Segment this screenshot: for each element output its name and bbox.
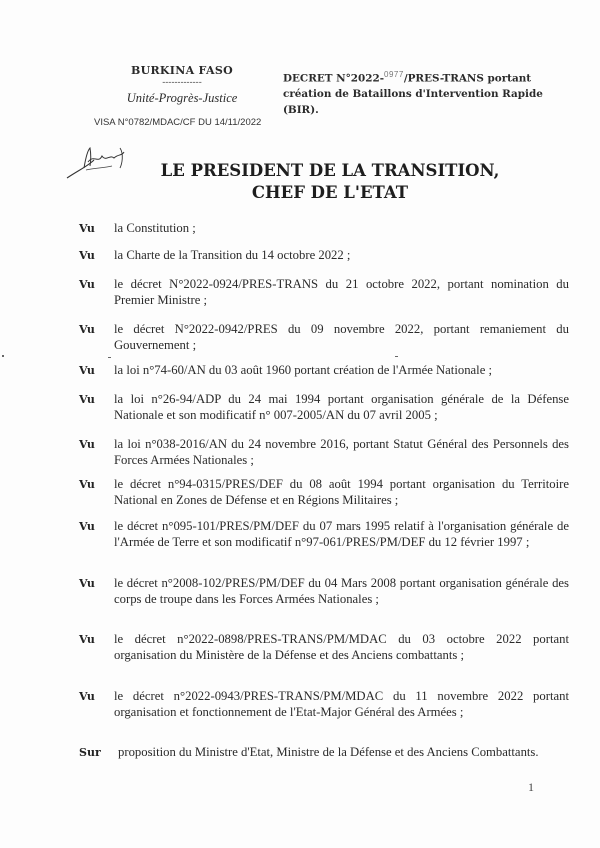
clause-text: le décret n°94-0315/PRES/DEF du 08 août 1994 portant organisation du Territoire National en Zones de Défense et en Régions Militaires ; bbox=[114, 477, 569, 507]
visa-reference: VISA N°0782/MDAC/CF DU 14/11/2022 bbox=[94, 117, 262, 128]
clause-text: le décret N°2022-0924/PRES-TRANS du 21 octobre 2022, portant nomination du Premier Ministre ; bbox=[114, 277, 569, 307]
decree-suffix: /PRES-TRANS portant création de Bataillons d'Intervention Rapide (BIR). bbox=[283, 72, 543, 117]
clause-text: le décret n°2022-0943/PRES-TRANS/PM/MDAC du 11 novembre 2022 portant organisation et fonctionnement de l'Etat-Major Général des Armées ; bbox=[114, 689, 569, 719]
scan-speck bbox=[2, 355, 4, 357]
heading-line-1: LE PRESIDENT DE LA TRANSITION, bbox=[160, 161, 500, 180]
signature-icon bbox=[64, 140, 134, 182]
letterhead bbox=[96, 64, 268, 106]
clause-item bbox=[79, 745, 569, 761]
clause-item bbox=[79, 689, 569, 720]
clause-text: le décret n°2022-0898/PRES-TRANS/PM/MDAC du 03 octobre 2022 portant organisation du Ministère de la Défense et des Anciens combattants ; bbox=[114, 632, 569, 662]
scan-speck bbox=[108, 357, 111, 358]
clause-text: le décret N°2022-0942/PRES du 09 novembre 2022, portant remaniement du Gouvernement ; bbox=[114, 322, 569, 352]
clause-item bbox=[79, 277, 569, 308]
decree-handwritten-number: 0977 bbox=[384, 70, 404, 79]
document-heading bbox=[130, 160, 530, 204]
clause-keyword: Vu bbox=[79, 520, 95, 533]
letterhead-separator: ------------- bbox=[162, 78, 202, 88]
clause-text: la loi n°26-94/ADP du 24 mai 1994 portant organisation générale de la Défense Nationale et son modificatif n° 007-2005/AN du 07 avril 2005 ; bbox=[114, 392, 569, 422]
clause-keyword: Vu bbox=[79, 633, 95, 646]
clause-text: la Charte de la Transition du 14 octobre 2022 ; bbox=[114, 248, 351, 262]
clause-text: la loi n°038-2016/AN du 24 novembre 2016, portant Statut Général des Personnels des Forces Armées Nationales ; bbox=[114, 437, 569, 467]
clause-item bbox=[79, 437, 569, 468]
country-name: BURKINA FASO bbox=[131, 64, 233, 77]
clause-keyword: Vu bbox=[79, 364, 95, 377]
clause-keyword: Vu bbox=[79, 278, 95, 291]
clause-text: la Constitution ; bbox=[114, 221, 196, 235]
clause-item bbox=[79, 248, 569, 264]
clause-keyword: Vu bbox=[79, 393, 95, 406]
clause-item bbox=[79, 363, 569, 379]
clause-item bbox=[79, 221, 569, 237]
clause-item bbox=[79, 632, 569, 663]
scan-speck bbox=[395, 356, 398, 357]
clause-text: le décret n°2008-102/PRES/PM/DEF du 04 Mars 2008 portant organisation générale des corps de troupe dans les Forces Armées Nationales ; bbox=[114, 576, 569, 606]
clause-item bbox=[79, 519, 569, 550]
clause-keyword: Vu bbox=[79, 577, 95, 590]
clause-keyword: Vu bbox=[79, 690, 95, 703]
clause-text: le décret n°095-101/PRES/PM/DEF du 07 mars 1995 relatif à l'organisation générale de l'Armée de Terre et son modificatif n°97-061/PRES/PM/DEF du 12 février 1997 ; bbox=[114, 519, 569, 549]
clause-keyword: Sur bbox=[79, 746, 101, 759]
clause-keyword: Vu bbox=[79, 222, 95, 235]
heading-line-2: CHEF DE L'ETAT bbox=[251, 183, 409, 202]
clause-item bbox=[79, 576, 569, 607]
clause-keyword: Vu bbox=[79, 323, 95, 336]
decree-prefix: DECRET N°2022- bbox=[283, 72, 385, 85]
page-number: 1 bbox=[528, 780, 534, 794]
clause-keyword: Vu bbox=[79, 478, 95, 491]
clause-keyword: Vu bbox=[79, 249, 95, 262]
clause-item bbox=[79, 477, 569, 508]
clause-text: proposition du Ministre d'Etat, Ministre de la Défense et des Anciens Combattants. bbox=[118, 745, 539, 759]
clause-keyword: Vu bbox=[79, 438, 95, 451]
decree-title bbox=[283, 67, 573, 118]
national-motto: Unité-Progrès-Justice bbox=[126, 91, 238, 105]
clause-item bbox=[79, 322, 569, 353]
clause-text: la loi n°74-60/AN du 03 août 1960 portant création de l'Armée Nationale ; bbox=[114, 363, 493, 377]
clause-item bbox=[79, 392, 569, 423]
